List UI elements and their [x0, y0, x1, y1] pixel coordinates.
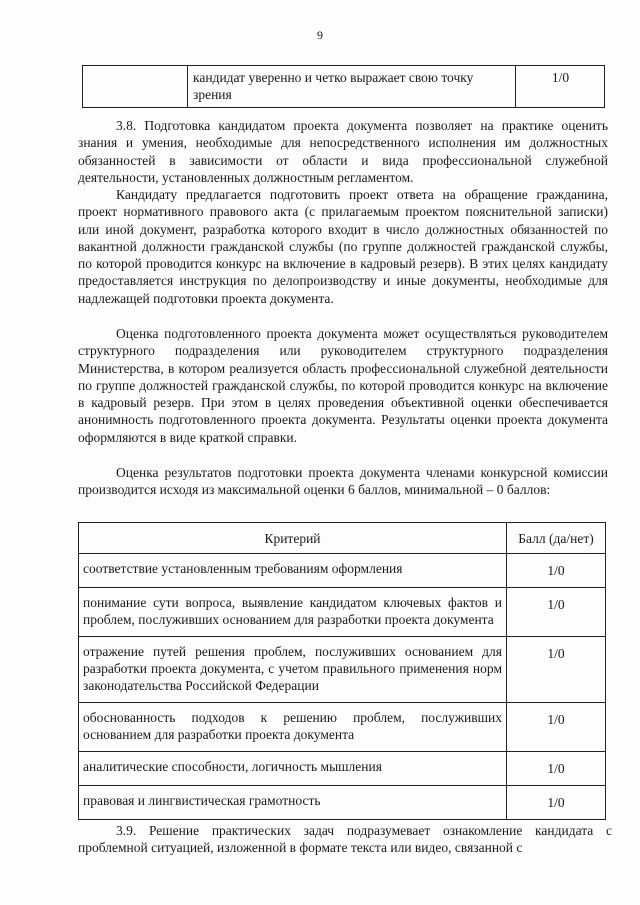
- table-row: [79, 554, 606, 588]
- table-row: [79, 786, 606, 820]
- header-criterion: Критерий: [79, 523, 507, 554]
- score-cell: 1/0: [507, 703, 606, 752]
- criterion-cell: кандидат уверенно и четко выражает свою точку зрения: [188, 66, 516, 108]
- criterion-cell: соответствие установленным требованиям оформления: [79, 554, 507, 588]
- table-header-row: [79, 523, 606, 554]
- paragraph-3-9: 3.9. Решение практических задач подразумевает ознакомление кандидата с проблемной ситуацией, изложенной в формате текста или видео, связанной с: [78, 823, 612, 856]
- criterion-cell: обоснованность подходов к решению проблем, послуживших основанием для разработки проекта документа: [79, 703, 507, 752]
- score-cell: 1/0: [516, 66, 605, 108]
- table-row: [79, 588, 606, 637]
- criterion-cell: аналитические способности, логичность мышления: [79, 752, 507, 786]
- empty-cell: [83, 66, 188, 108]
- criterion-cell: отражение путей решения проблем, послуживших основанием для разработки проекта документа, с учетом правильного применения норм законодательства Российской Федерации: [79, 637, 507, 703]
- score-cell: 1/0: [507, 637, 606, 703]
- continued-criteria-table: [82, 65, 605, 108]
- score-cell: 1/0: [507, 752, 606, 786]
- header-score: Балл (да/нет): [507, 523, 606, 554]
- score-cell: 1/0: [507, 554, 606, 588]
- table-row: [79, 637, 606, 703]
- paragraph-3-8: 3.8. Подготовка кандидатом проекта документа позволяет на практике оценить знания и умения, необходимые для непосредственного исполнения им должностных обязанностей в зависимости от области и вида профессиональной служебной деятельности, установленных должностным регламентом.: [78, 118, 608, 185]
- score-cell: 1/0: [507, 588, 606, 637]
- paragraph-candidate-task: Кандидату предлагается подготовить проект ответа на обращение гражданина, проект нормативного правового акта (с прилагаемым проектом пояснительной записки) или иной документ, разработка которого входит в число должностных обязанностей по вакантной должности гражданской службы (по группе должностей гражданской службы, по которой проводится конкурс на включение в кадровый резерв). В этих целях кандидату предоставляется инструкция по делопроизводству и иные документы, необходимые для надлежащей подготовки проекта документа.: [78, 187, 608, 306]
- table-row: [79, 752, 606, 786]
- page-number: 9: [317, 28, 323, 42]
- paragraph-evaluation: Оценка подготовленного проекта документа может осуществляться руководителем структурного подразделения или руководителем структурного подразделения Министерства, в котором реализуется область профессиональной служебной деятельности по группе должностей гражданской службы, по которой проводится конкурс на включение в кадровый резерв. При этом в целях проведения объективной оценки обеспечивается анонимность подготовленного проекта документа. Результаты оценки проекта документа оформляются в виде краткой справки.: [78, 326, 608, 445]
- table-row: [83, 66, 605, 108]
- criteria-table: [78, 522, 606, 820]
- criterion-cell: понимание сути вопроса, выявление кандидатом ключевых фактов и проблем, послуживших основанием для разработки проекта документа: [79, 588, 507, 637]
- criterion-cell: правовая и лингвистическая грамотность: [79, 786, 507, 820]
- paragraph-scoring: Оценка результатов подготовки проекта документа членами конкурсной комиссии производится исходя из максимальной оценки 6 баллов, минимальной – 0 баллов:: [78, 465, 608, 498]
- table-row: [79, 703, 606, 752]
- score-cell: 1/0: [507, 786, 606, 820]
